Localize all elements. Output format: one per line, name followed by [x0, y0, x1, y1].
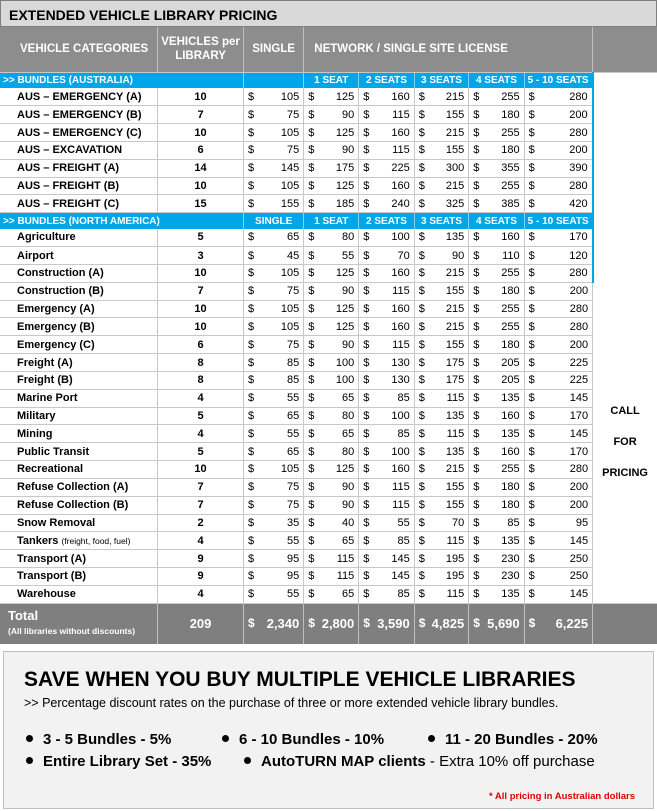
- category-name: Freight (A): [0, 354, 158, 372]
- price-cell: $ 180: [469, 336, 524, 354]
- price-cell: $ 160: [469, 407, 524, 425]
- vehicle-count: 10: [158, 88, 244, 106]
- price-cell: $ 65: [304, 425, 359, 443]
- vehicle-count: 2: [158, 514, 244, 532]
- vehicle-count: 9: [158, 550, 244, 568]
- price-cell: $ 205: [469, 371, 524, 389]
- price-cell: $ 145: [524, 532, 592, 550]
- price-cell: $ 135: [469, 389, 524, 407]
- table-row: [0, 247, 657, 265]
- header-vehicles-per-library: VEHICLES per LIBRARY: [158, 27, 244, 72]
- table-row: [0, 106, 657, 124]
- section-label: >> BUNDLES (NORTH AMERICA): [0, 213, 244, 229]
- table-row: [0, 389, 657, 407]
- price-cell: $ 70: [414, 514, 469, 532]
- category-name: Transport (A): [0, 550, 158, 568]
- price-cell: $ 115: [359, 106, 414, 124]
- price-cell: $ 125: [304, 300, 359, 318]
- category-name: AUS – FREIGHT (A): [0, 159, 158, 177]
- vehicle-count: 4: [158, 532, 244, 550]
- table-row: [0, 318, 657, 336]
- header-categories: VEHICLE CATEGORIES: [0, 27, 158, 72]
- category-name: Military: [0, 407, 158, 425]
- category-name: Warehouse: [0, 585, 158, 603]
- price-cell: $ 125: [304, 318, 359, 336]
- price-cell: $ 135: [414, 407, 469, 425]
- price-cell: $ 65: [304, 389, 359, 407]
- price-cell: $ 145: [359, 550, 414, 568]
- discount-item: AutoTURN MAP clients - Extra 10% off purchase: [244, 753, 595, 770]
- price-cell: $ 80: [304, 443, 359, 461]
- price-cell: $ 180: [469, 496, 524, 514]
- category-name: Mining: [0, 425, 158, 443]
- table-row: [0, 195, 657, 213]
- table-row: [0, 229, 657, 247]
- price-cell: $ 115: [414, 425, 469, 443]
- price-cell: $ 100: [304, 371, 359, 389]
- price-cell: $ 115: [304, 568, 359, 586]
- category-name: AUS – EMERGENCY (B): [0, 106, 158, 124]
- price-cell: $ 105: [244, 318, 304, 336]
- price-cell: $ 85: [244, 354, 304, 372]
- price-cell: $ 120: [524, 247, 592, 265]
- price-cell: $ 185: [304, 195, 359, 213]
- price-cell: $ 280: [524, 264, 592, 282]
- price-cell: $ 100: [359, 407, 414, 425]
- price-cell: $ 55: [304, 247, 359, 265]
- price-cell: $ 90: [304, 336, 359, 354]
- discount-item: 3 - 5 Bundles - 5%: [26, 731, 171, 748]
- seat-header: 2 SEATS: [359, 72, 414, 88]
- price-cell: $ 125: [304, 264, 359, 282]
- page-title: EXTENDED VEHICLE LIBRARY PRICING: [0, 0, 657, 27]
- price-cell: $ 135: [414, 443, 469, 461]
- price-cell: $ 280: [524, 88, 592, 106]
- price-cell: $ 325: [414, 195, 469, 213]
- seat-header: 5 - 10 SEATS: [524, 72, 592, 88]
- price-cell: $ 145: [359, 568, 414, 586]
- category-name: Construction (B): [0, 282, 158, 300]
- price-cell: $ 75: [244, 336, 304, 354]
- price-cell: $ 160: [359, 318, 414, 336]
- table-row: [0, 300, 657, 318]
- price-cell: $ 90: [304, 496, 359, 514]
- price-cell: $ 225: [359, 159, 414, 177]
- vehicle-count: 5: [158, 407, 244, 425]
- price-cell: $ 145: [524, 425, 592, 443]
- table-row: [0, 532, 657, 550]
- category-name: Marine Port: [0, 389, 158, 407]
- vehicle-count: 10: [158, 300, 244, 318]
- price-cell: $ 280: [524, 318, 592, 336]
- price-cell: $ 175: [304, 159, 359, 177]
- total-price: $ 3,590: [359, 603, 414, 644]
- discount-item: Entire Library Set - 35%: [26, 753, 211, 770]
- vehicle-count: 6: [158, 336, 244, 354]
- table-row: [0, 496, 657, 514]
- table-row: [0, 461, 657, 479]
- vehicle-count: 4: [158, 585, 244, 603]
- price-cell: $ 85: [359, 585, 414, 603]
- price-cell: $ 225: [524, 371, 592, 389]
- vehicle-count: 8: [158, 371, 244, 389]
- vehicle-count: 4: [158, 425, 244, 443]
- table-row: [0, 159, 657, 177]
- vehicle-count: 4: [158, 389, 244, 407]
- price-cell: $ 85: [244, 371, 304, 389]
- price-cell: $ 355: [469, 159, 524, 177]
- price-cell: $ 85: [359, 532, 414, 550]
- category-name: Snow Removal: [0, 514, 158, 532]
- price-cell: $ 280: [524, 124, 592, 142]
- price-cell: $ 115: [359, 141, 414, 159]
- price-cell: $ 85: [469, 514, 524, 532]
- price-cell: $ 170: [524, 407, 592, 425]
- total-row: [0, 603, 657, 644]
- table-row: [0, 141, 657, 159]
- price-cell: $ 255: [469, 264, 524, 282]
- seat-header: 3 SEATS: [414, 213, 469, 229]
- price-cell: $ 65: [244, 229, 304, 247]
- price-cell: $ 135: [469, 532, 524, 550]
- vehicle-count: 7: [158, 478, 244, 496]
- category-name: Public Transit: [0, 443, 158, 461]
- price-cell: $ 115: [359, 478, 414, 496]
- price-cell: $ 70: [359, 247, 414, 265]
- price-cell: $ 255: [469, 124, 524, 142]
- price-cell: $ 160: [359, 124, 414, 142]
- price-cell: $ 75: [244, 106, 304, 124]
- price-cell: $ 90: [304, 478, 359, 496]
- price-cell: $ 95: [244, 550, 304, 568]
- price-cell: $ 90: [304, 141, 359, 159]
- vehicle-count: 6: [158, 141, 244, 159]
- price-cell: $ 215: [414, 264, 469, 282]
- price-cell: $ 100: [304, 354, 359, 372]
- table-row: [0, 585, 657, 603]
- total-price: $ 4,825: [414, 603, 469, 644]
- price-cell: $ 155: [414, 478, 469, 496]
- price-cell: $ 80: [304, 407, 359, 425]
- table-row: [0, 177, 657, 195]
- table-row: [0, 88, 657, 106]
- price-cell: $ 390: [524, 159, 592, 177]
- table-row: [0, 550, 657, 568]
- bullet-icon: [222, 735, 229, 742]
- price-cell: $ 130: [359, 354, 414, 372]
- multi-site-note: 11+ Seats and Multi-Site License: [593, 72, 657, 213]
- price-cell: $ 115: [414, 389, 469, 407]
- bullet-icon: [26, 757, 33, 764]
- price-cell: $ 130: [359, 371, 414, 389]
- price-cell: $ 125: [304, 461, 359, 479]
- table-row: [0, 264, 657, 282]
- vehicle-count: 5: [158, 443, 244, 461]
- price-cell: $ 115: [359, 496, 414, 514]
- price-cell: $ 75: [244, 496, 304, 514]
- price-cell: $ 255: [469, 461, 524, 479]
- price-cell: $ 90: [414, 247, 469, 265]
- price-cell: $ 180: [469, 282, 524, 300]
- price-cell: $ 180: [469, 478, 524, 496]
- total-label: Total (All libraries without discounts): [0, 603, 158, 644]
- price-cell: $ 280: [524, 300, 592, 318]
- price-cell: $ 125: [304, 177, 359, 195]
- price-cell: $ 35: [244, 514, 304, 532]
- price-cell: $ 145: [524, 389, 592, 407]
- price-cell: $ 200: [524, 336, 592, 354]
- price-cell: $ 155: [244, 195, 304, 213]
- header-single: SINGLE: [244, 27, 304, 72]
- price-cell: $ 90: [304, 106, 359, 124]
- price-cell: $ 105: [244, 300, 304, 318]
- vehicle-count: 10: [158, 318, 244, 336]
- currency-note: * All pricing in Australian dollars: [488, 791, 635, 802]
- price-cell: $ 155: [414, 282, 469, 300]
- price-cell: $ 160: [359, 88, 414, 106]
- seat-header: 3 SEATS: [414, 72, 469, 88]
- category-name: Agriculture: [0, 229, 158, 247]
- section-header-north-america: [0, 213, 657, 229]
- price-cell: $ 255: [469, 177, 524, 195]
- price-cell: $ 160: [359, 461, 414, 479]
- price-cell: $ 105: [244, 461, 304, 479]
- price-cell: $ 250: [524, 568, 592, 586]
- discount-box: [3, 651, 654, 809]
- bullet-icon: [26, 735, 33, 742]
- category-name: AUS – FREIGHT (B): [0, 177, 158, 195]
- price-cell: $ 230: [469, 568, 524, 586]
- price-cell: $ 55: [244, 532, 304, 550]
- seat-header: 1 SEAT: [304, 213, 359, 229]
- table-row: [0, 568, 657, 586]
- price-cell: $ 280: [524, 177, 592, 195]
- price-cell: $ 250: [524, 550, 592, 568]
- vehicle-count: 10: [158, 124, 244, 142]
- price-cell: $ 75: [244, 282, 304, 300]
- section-header-australia: [0, 72, 657, 88]
- vehicle-count: 9: [158, 568, 244, 586]
- price-cell: $ 200: [524, 478, 592, 496]
- total-price: $ 2,800: [304, 603, 359, 644]
- price-cell: $ 135: [414, 229, 469, 247]
- single-header: SINGLE: [244, 213, 304, 229]
- price-cell: $ 300: [414, 159, 469, 177]
- price-cell: $ 75: [244, 141, 304, 159]
- total-price: $ 2,340: [244, 603, 304, 644]
- price-cell: $ 255: [469, 300, 524, 318]
- discount-item: 11 - 20 Bundles - 20%: [428, 731, 598, 748]
- vehicle-count: 14: [158, 159, 244, 177]
- header-network: NETWORK / SINGLE SITE LICENSE: [304, 27, 593, 72]
- price-cell: $ 200: [524, 282, 592, 300]
- category-name: Emergency (A): [0, 300, 158, 318]
- price-cell: $ 85: [359, 389, 414, 407]
- category-name: Refuse Collection (B): [0, 496, 158, 514]
- price-cell: $ 115: [414, 585, 469, 603]
- seat-header: 1 SEAT: [304, 72, 359, 88]
- table-row: [0, 371, 657, 389]
- call-for-pricing: CALL FOR PRICING: [593, 282, 657, 603]
- table-row: [0, 478, 657, 496]
- price-cell: $ 115: [414, 532, 469, 550]
- price-cell: $ 65: [244, 407, 304, 425]
- vehicle-count: 7: [158, 106, 244, 124]
- price-cell: $ 105: [244, 177, 304, 195]
- table-row: [0, 124, 657, 142]
- price-cell: $ 100: [359, 229, 414, 247]
- table-row: [0, 514, 657, 532]
- price-cell: $ 155: [414, 336, 469, 354]
- price-cell: $ 65: [304, 532, 359, 550]
- price-cell: $ 155: [414, 106, 469, 124]
- vehicle-count: 10: [158, 461, 244, 479]
- seat-header: 4 SEATS: [469, 72, 524, 88]
- price-cell: $ 160: [359, 177, 414, 195]
- vehicle-count: 7: [158, 282, 244, 300]
- category-name: Tankers (freight, food, fuel): [0, 532, 158, 550]
- table-row: [0, 282, 657, 300]
- price-cell: $ 215: [414, 88, 469, 106]
- price-cell: $ 200: [524, 496, 592, 514]
- pricing-table: [0, 27, 657, 645]
- price-cell: $ 160: [469, 229, 524, 247]
- price-cell: $ 255: [469, 318, 524, 336]
- category-name: AUS – EMERGENCY (C): [0, 124, 158, 142]
- category-name: Refuse Collection (A): [0, 478, 158, 496]
- vehicle-count: 8: [158, 354, 244, 372]
- price-cell: $ 215: [414, 461, 469, 479]
- bullet-icon: [428, 735, 435, 742]
- category-name: AUS – EXCAVATION: [0, 141, 158, 159]
- category-name: Freight (B): [0, 371, 158, 389]
- price-cell: $ 160: [359, 264, 414, 282]
- category-name: AUS – FREIGHT (C): [0, 195, 158, 213]
- price-cell: $ 170: [524, 443, 592, 461]
- price-cell: $ 420: [524, 195, 592, 213]
- price-cell: $ 125: [304, 88, 359, 106]
- vehicle-count: 5: [158, 229, 244, 247]
- table-header: [0, 27, 657, 72]
- category-name: Emergency (C): [0, 336, 158, 354]
- price-cell: $ 40: [304, 514, 359, 532]
- total-count: 209: [158, 603, 244, 644]
- price-cell: $ 215: [414, 124, 469, 142]
- price-cell: $ 175: [414, 371, 469, 389]
- price-cell: $ 145: [244, 159, 304, 177]
- price-cell: $ 95: [524, 514, 592, 532]
- total-price: $ 5,690: [469, 603, 524, 644]
- price-cell: $ 215: [414, 318, 469, 336]
- price-cell: $ 180: [469, 141, 524, 159]
- price-cell: $ 135: [469, 425, 524, 443]
- price-cell: $ 160: [359, 300, 414, 318]
- category-name: Construction (A): [0, 264, 158, 282]
- price-cell: $ 230: [469, 550, 524, 568]
- price-cell: $ 100: [359, 443, 414, 461]
- price-cell: $ 115: [359, 282, 414, 300]
- price-cell: $ 200: [524, 106, 592, 124]
- price-cell: $ 105: [244, 124, 304, 142]
- total-price: $ 6,225: [524, 603, 592, 644]
- table-row: [0, 425, 657, 443]
- section-label: >> BUNDLES (AUSTRALIA): [0, 72, 244, 88]
- seat-header: 4 SEATS: [469, 213, 524, 229]
- price-cell: $ 225: [524, 354, 592, 372]
- vehicle-count: 7: [158, 496, 244, 514]
- price-cell: $ 55: [244, 425, 304, 443]
- price-cell: $ 95: [244, 568, 304, 586]
- vehicle-count: 10: [158, 177, 244, 195]
- price-cell: $ 385: [469, 195, 524, 213]
- price-cell: $ 80: [304, 229, 359, 247]
- seat-header: 2 SEATS: [359, 213, 414, 229]
- price-cell: $ 215: [414, 300, 469, 318]
- price-cell: $ 105: [244, 264, 304, 282]
- price-cell: $ 170: [524, 229, 592, 247]
- seat-header: 5 - 10 SEATS: [524, 213, 592, 229]
- price-cell: $ 195: [414, 568, 469, 586]
- price-cell: $ 105: [244, 88, 304, 106]
- price-cell: $ 145: [524, 585, 592, 603]
- price-cell: $ 65: [304, 585, 359, 603]
- price-cell: $ 255: [469, 88, 524, 106]
- table-row: [0, 407, 657, 425]
- category-name: Airport: [0, 247, 158, 265]
- price-cell: $ 75: [244, 478, 304, 496]
- price-cell: $ 110: [469, 247, 524, 265]
- price-cell: $ 200: [524, 141, 592, 159]
- discount-subtext: >> Percentage discount rates on the purchase of three or more extended vehicle library bundles.: [24, 696, 559, 710]
- price-cell: $ 125: [304, 124, 359, 142]
- category-name: Recreational: [0, 461, 158, 479]
- price-cell: $ 175: [414, 354, 469, 372]
- vehicle-count: 3: [158, 247, 244, 265]
- price-cell: $ 65: [244, 443, 304, 461]
- price-cell: $ 215: [414, 177, 469, 195]
- bullet-icon: [244, 757, 251, 764]
- price-cell: $ 85: [359, 425, 414, 443]
- price-cell: $ 280: [524, 461, 592, 479]
- table-row: [0, 443, 657, 461]
- table-row: [0, 354, 657, 372]
- price-cell: $ 195: [414, 550, 469, 568]
- category-name: Transport (B): [0, 568, 158, 586]
- price-cell: $ 160: [469, 443, 524, 461]
- vehicle-count: 15: [158, 195, 244, 213]
- price-cell: $ 205: [469, 354, 524, 372]
- table-row: [0, 336, 657, 354]
- price-cell: $ 115: [359, 336, 414, 354]
- price-cell: $ 90: [304, 282, 359, 300]
- price-cell: $ 240: [359, 195, 414, 213]
- discount-heading: SAVE WHEN YOU BUY MULTIPLE VEHICLE LIBRARIES: [24, 668, 576, 691]
- price-cell: $ 55: [244, 585, 304, 603]
- price-cell: $ 155: [414, 141, 469, 159]
- category-name: AUS – EMERGENCY (A): [0, 88, 158, 106]
- price-cell: $ 45: [244, 247, 304, 265]
- price-cell: $ 135: [469, 585, 524, 603]
- price-cell: $ 155: [414, 496, 469, 514]
- price-cell: $ 115: [304, 550, 359, 568]
- vehicle-count: 10: [158, 264, 244, 282]
- discount-item: 6 - 10 Bundles - 10%: [222, 731, 384, 748]
- price-cell: $ 55: [244, 389, 304, 407]
- category-name: Emergency (B): [0, 318, 158, 336]
- price-cell: $ 55: [359, 514, 414, 532]
- price-cell: $ 180: [469, 106, 524, 124]
